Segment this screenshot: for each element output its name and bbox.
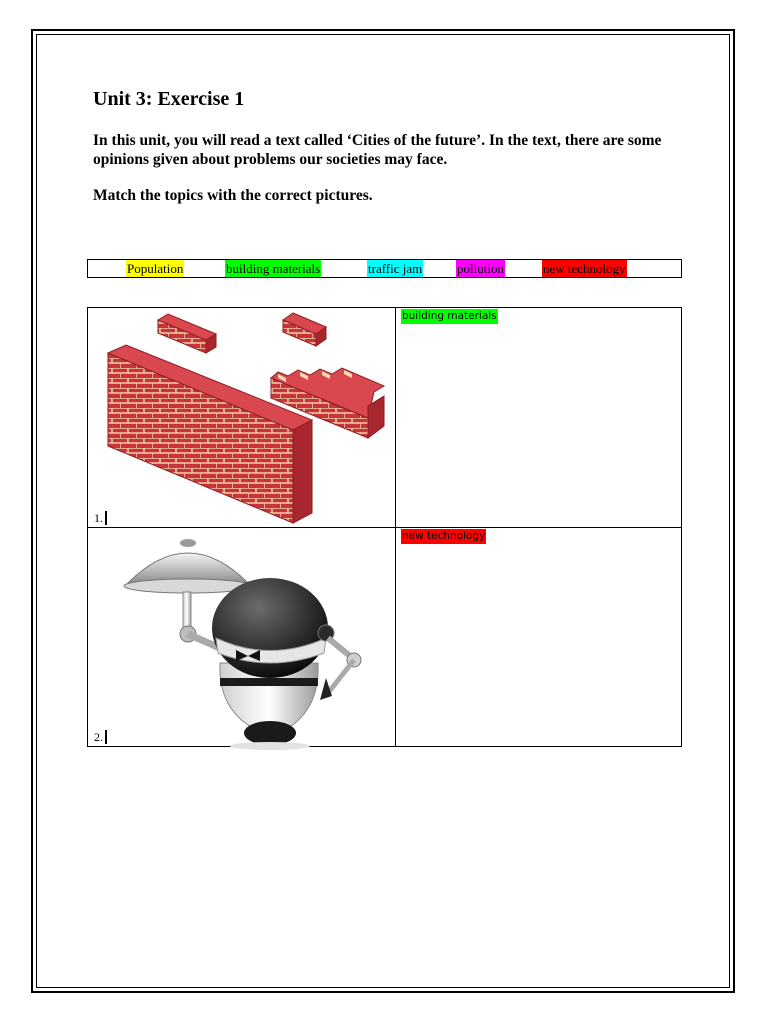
page-title: Unit 3: Exercise 1 <box>93 88 245 110</box>
answer-cell[interactable] <box>395 308 681 528</box>
picture-number-text: 2. <box>94 730 103 744</box>
picture-number <box>94 511 107 525</box>
picture-number <box>94 730 107 744</box>
word-bank-pollution: pollution <box>457 261 504 276</box>
word-bank-traffic-jam: traffic jam <box>368 261 423 276</box>
text-cursor <box>105 511 107 525</box>
word-bank <box>87 259 682 278</box>
picture-number-text: 1. <box>94 510 103 525</box>
robot-waiter-picture <box>88 528 396 750</box>
answer-label: building materials <box>401 310 497 322</box>
word-bank-new-technology: new technology <box>543 261 626 276</box>
brick-wall-picture <box>88 308 396 525</box>
answer-label: new technology <box>401 529 486 542</box>
matching-table <box>87 307 682 747</box>
instruction-text: Match the topics with the correct pictures. <box>93 187 373 204</box>
intro-text: In this unit, you will read a text called ‘Cities of the future’. In the text, there are some opinions given about problems our societies may face. <box>93 132 662 168</box>
word-bank-population: Population <box>127 261 184 276</box>
table-row <box>88 308 682 528</box>
picture-cell <box>88 308 396 528</box>
table-row <box>88 527 682 747</box>
word-bank-building-materials: building materials <box>226 261 321 276</box>
answer-cell[interactable] <box>395 527 681 747</box>
picture-cell <box>88 527 396 747</box>
text-cursor <box>105 730 107 744</box>
